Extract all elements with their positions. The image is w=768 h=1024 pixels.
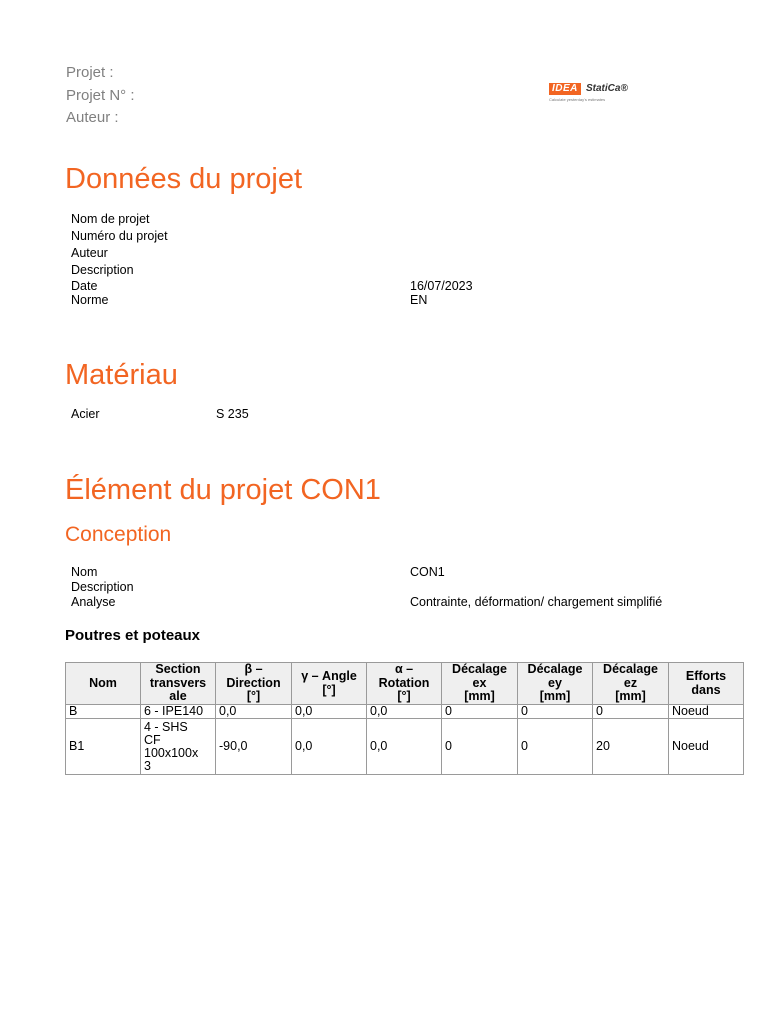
cell-ex: 0 xyxy=(442,705,518,719)
col-offset-ey-header: Décalage ey [mm] xyxy=(518,663,593,705)
idea-statica-logo xyxy=(549,83,639,105)
author-label: Auteur xyxy=(71,246,108,260)
date-value: 16/07/2023 xyxy=(410,279,473,293)
description-value xyxy=(410,262,473,278)
project-data-values xyxy=(410,211,473,306)
element-heading: Élément du projet CON1 xyxy=(65,474,381,506)
table-row xyxy=(66,705,744,719)
col-section-header: Section transvers ale xyxy=(141,663,216,705)
table-row xyxy=(66,719,744,775)
logo-tagline: Calculate yesterday's estimates xyxy=(549,97,606,102)
projet-label: Projet : xyxy=(66,64,114,81)
conception-name-label: Nom xyxy=(71,565,98,579)
beams-heading: Poutres et poteaux xyxy=(65,627,201,644)
project-name-value xyxy=(410,211,473,228)
conception-description-value xyxy=(410,579,662,594)
cell-alpha: 0,0 xyxy=(367,719,442,775)
cell-beta: -90,0 xyxy=(216,719,292,775)
col-alpha-header: α – Rotation [°] xyxy=(367,663,442,705)
cell-nom: B xyxy=(66,705,141,719)
beams-header-row xyxy=(66,663,744,705)
conception-analysis-label: Analyse xyxy=(71,595,116,609)
norm-label: Norme xyxy=(71,293,109,307)
project-data-heading: Données du projet xyxy=(65,163,302,195)
cell-ey: 0 xyxy=(518,705,593,719)
project-number-label: Numéro du projet xyxy=(71,229,168,243)
cell-ez: 0 xyxy=(593,705,669,719)
col-offset-ez-header: Décalage ez [mm] xyxy=(593,663,669,705)
col-forces-header: Efforts dans xyxy=(669,663,744,705)
col-nom-header: Nom xyxy=(66,663,141,705)
cell-alpha: 0,0 xyxy=(367,705,442,719)
project-data-labels xyxy=(71,211,168,306)
material-label: Acier xyxy=(71,407,100,421)
project-number-value xyxy=(410,228,473,245)
conception-labels xyxy=(71,564,134,609)
cell-beta: 0,0 xyxy=(216,705,292,719)
logo-mark: IDEA xyxy=(549,83,581,95)
project-name-label: Nom de projet xyxy=(71,212,150,226)
conception-description-label: Description xyxy=(71,580,134,594)
conception-heading: Conception xyxy=(65,523,172,546)
material-heading: Matériau xyxy=(65,359,178,391)
author-value xyxy=(410,245,473,262)
auteur-label: Auteur : xyxy=(66,109,119,126)
col-gamma-header: γ – Angle [°] xyxy=(292,663,367,705)
description-label: Description xyxy=(71,263,134,277)
cell-gamma: 0,0 xyxy=(292,705,367,719)
cell-gamma: 0,0 xyxy=(292,719,367,775)
cell-section: 6 - IPE140 xyxy=(141,705,216,719)
cell-ey: 0 xyxy=(518,719,593,775)
conception-values xyxy=(410,564,662,609)
projet-number-label: Projet N° : xyxy=(66,86,135,104)
cell-ez: 20 xyxy=(593,719,669,775)
beams-table xyxy=(65,662,744,775)
cell-ex: 0 xyxy=(442,719,518,775)
cell-forces: Noeud xyxy=(669,719,744,775)
logo-name: StatiCa® xyxy=(586,83,628,94)
col-offset-ex-header: Décalage ex [mm] xyxy=(442,663,518,705)
document-header xyxy=(66,62,135,130)
material-value: S 235 xyxy=(216,407,249,421)
cell-nom: B1 xyxy=(66,719,141,775)
cell-forces: Noeud xyxy=(669,705,744,719)
date-label: Date xyxy=(71,279,98,293)
col-beta-header: β – Direction [°] xyxy=(216,663,292,705)
cell-section: 4 - SHS CF 100x100x 3 xyxy=(141,719,216,775)
conception-name-value: CON1 xyxy=(410,565,445,579)
conception-analysis-value: Contrainte, déformation/ chargement simplifié xyxy=(410,595,663,609)
norm-value: EN xyxy=(410,293,428,307)
